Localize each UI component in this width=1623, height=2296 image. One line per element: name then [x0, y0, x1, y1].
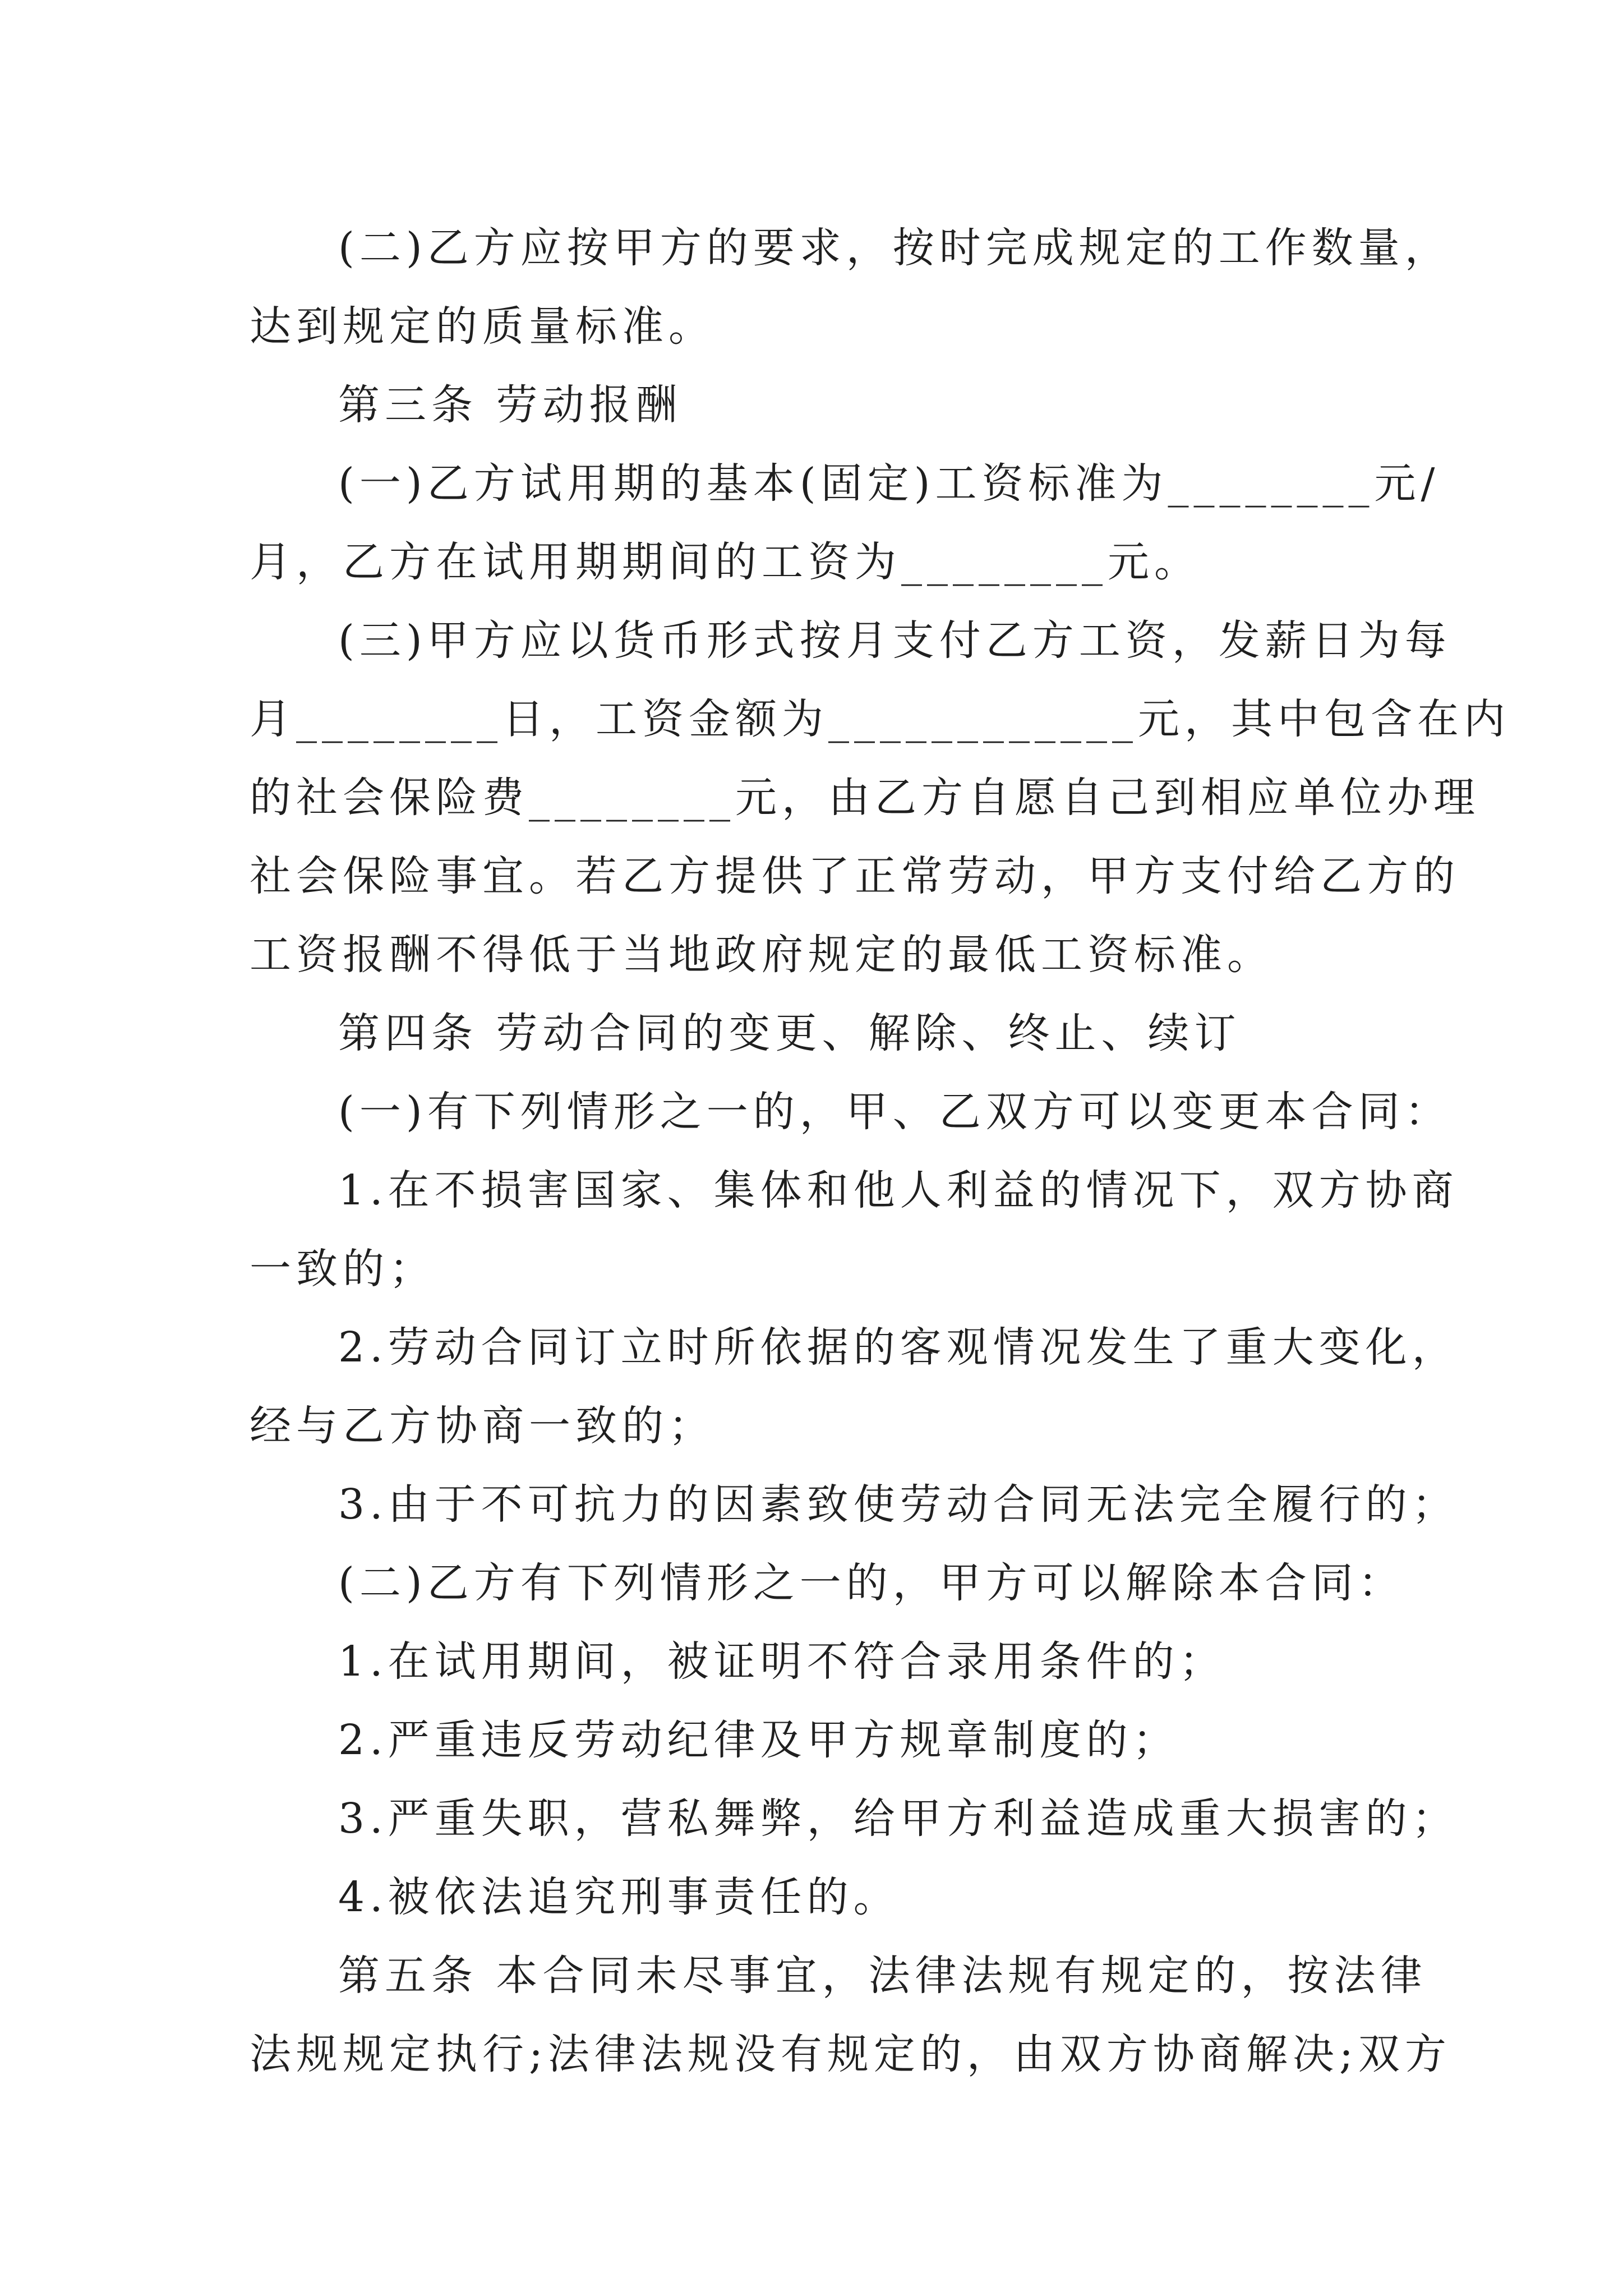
article-3-heading: 第三条 劳动报酬 — [338, 381, 683, 429]
paragraph-line-16: 经与乙方协商一致的； — [250, 1402, 715, 1450]
paragraph-line-17: 3.由于不可抗力的因素致使劳动合同无法完全履行的； — [338, 1480, 1459, 1529]
paragraph-line-14: 一致的； — [250, 1245, 436, 1293]
document-body — [250, 209, 1510, 2093]
paragraph-line-5: 月，乙方在试用期期间的工资为________元。 — [250, 538, 1201, 586]
article-5-line: 第五条 本合同未尽事宜，法律法规有规定的，按法律 — [338, 1952, 1427, 2000]
paragraph-line-15: 2.劳动合同订立时所依据的客观情况发生了重大变化， — [338, 1323, 1459, 1372]
paragraph-line-13: 1.在不损害国家、集体和他人利益的情况下，双方协商 — [338, 1166, 1459, 1214]
paragraph-line-18: (二)乙方有下列情形之一的，甲方可以解除本合同： — [338, 1559, 1405, 1607]
paragraph-line-20: 2.严重违反劳动纪律及甲方规章制度的； — [338, 1716, 1179, 1764]
paragraph-line-12: (一)有下列情形之一的，甲、乙双方可以变更本合同： — [338, 1088, 1451, 1136]
paragraph-line-21: 3.严重失职，营私舞弊，给甲方利益造成重大损害的； — [338, 1795, 1459, 1843]
paragraph-line-24: 法规规定执行;法律法规没有规定的，由双方协商解决;双方 — [250, 2030, 1451, 2078]
paragraph-line-10: 工资报酬不得低于当地政府规定的最低工资标准。 — [250, 931, 1274, 979]
article-4-heading: 第四条 劳动合同的变更、解除、终止、续订 — [338, 1009, 1241, 1057]
paragraph-line-8: 的社会保险费________元，由乙方自愿自己到相应单位办理 — [250, 774, 1480, 822]
paragraph-line-19: 1.在试用期间，被证明不符合录用条件的； — [338, 1637, 1226, 1686]
paragraph-line-9: 社会保险事宜。若乙方提供了正常劳动，甲方支付给乙方的 — [250, 852, 1460, 900]
paragraph-line-2: 达到规定的质量标准。 — [250, 302, 715, 351]
paragraph-line-7: 月________日，工资金额为____________元，其中包含在内 — [250, 695, 1510, 743]
paragraph-line-4: (一)乙方试用期的基本(固定)工资标准为________元/ — [338, 459, 1440, 508]
paragraph-line-22: 4.被依法追究刑事责任的。 — [338, 1873, 900, 1921]
paragraph-line-1: (二)乙方应按甲方的要求，按时完成规定的工作数量， — [338, 224, 1451, 272]
paragraph-line-6: (三)甲方应以货币形式按月支付乙方工资，发薪日为每 — [338, 616, 1451, 665]
